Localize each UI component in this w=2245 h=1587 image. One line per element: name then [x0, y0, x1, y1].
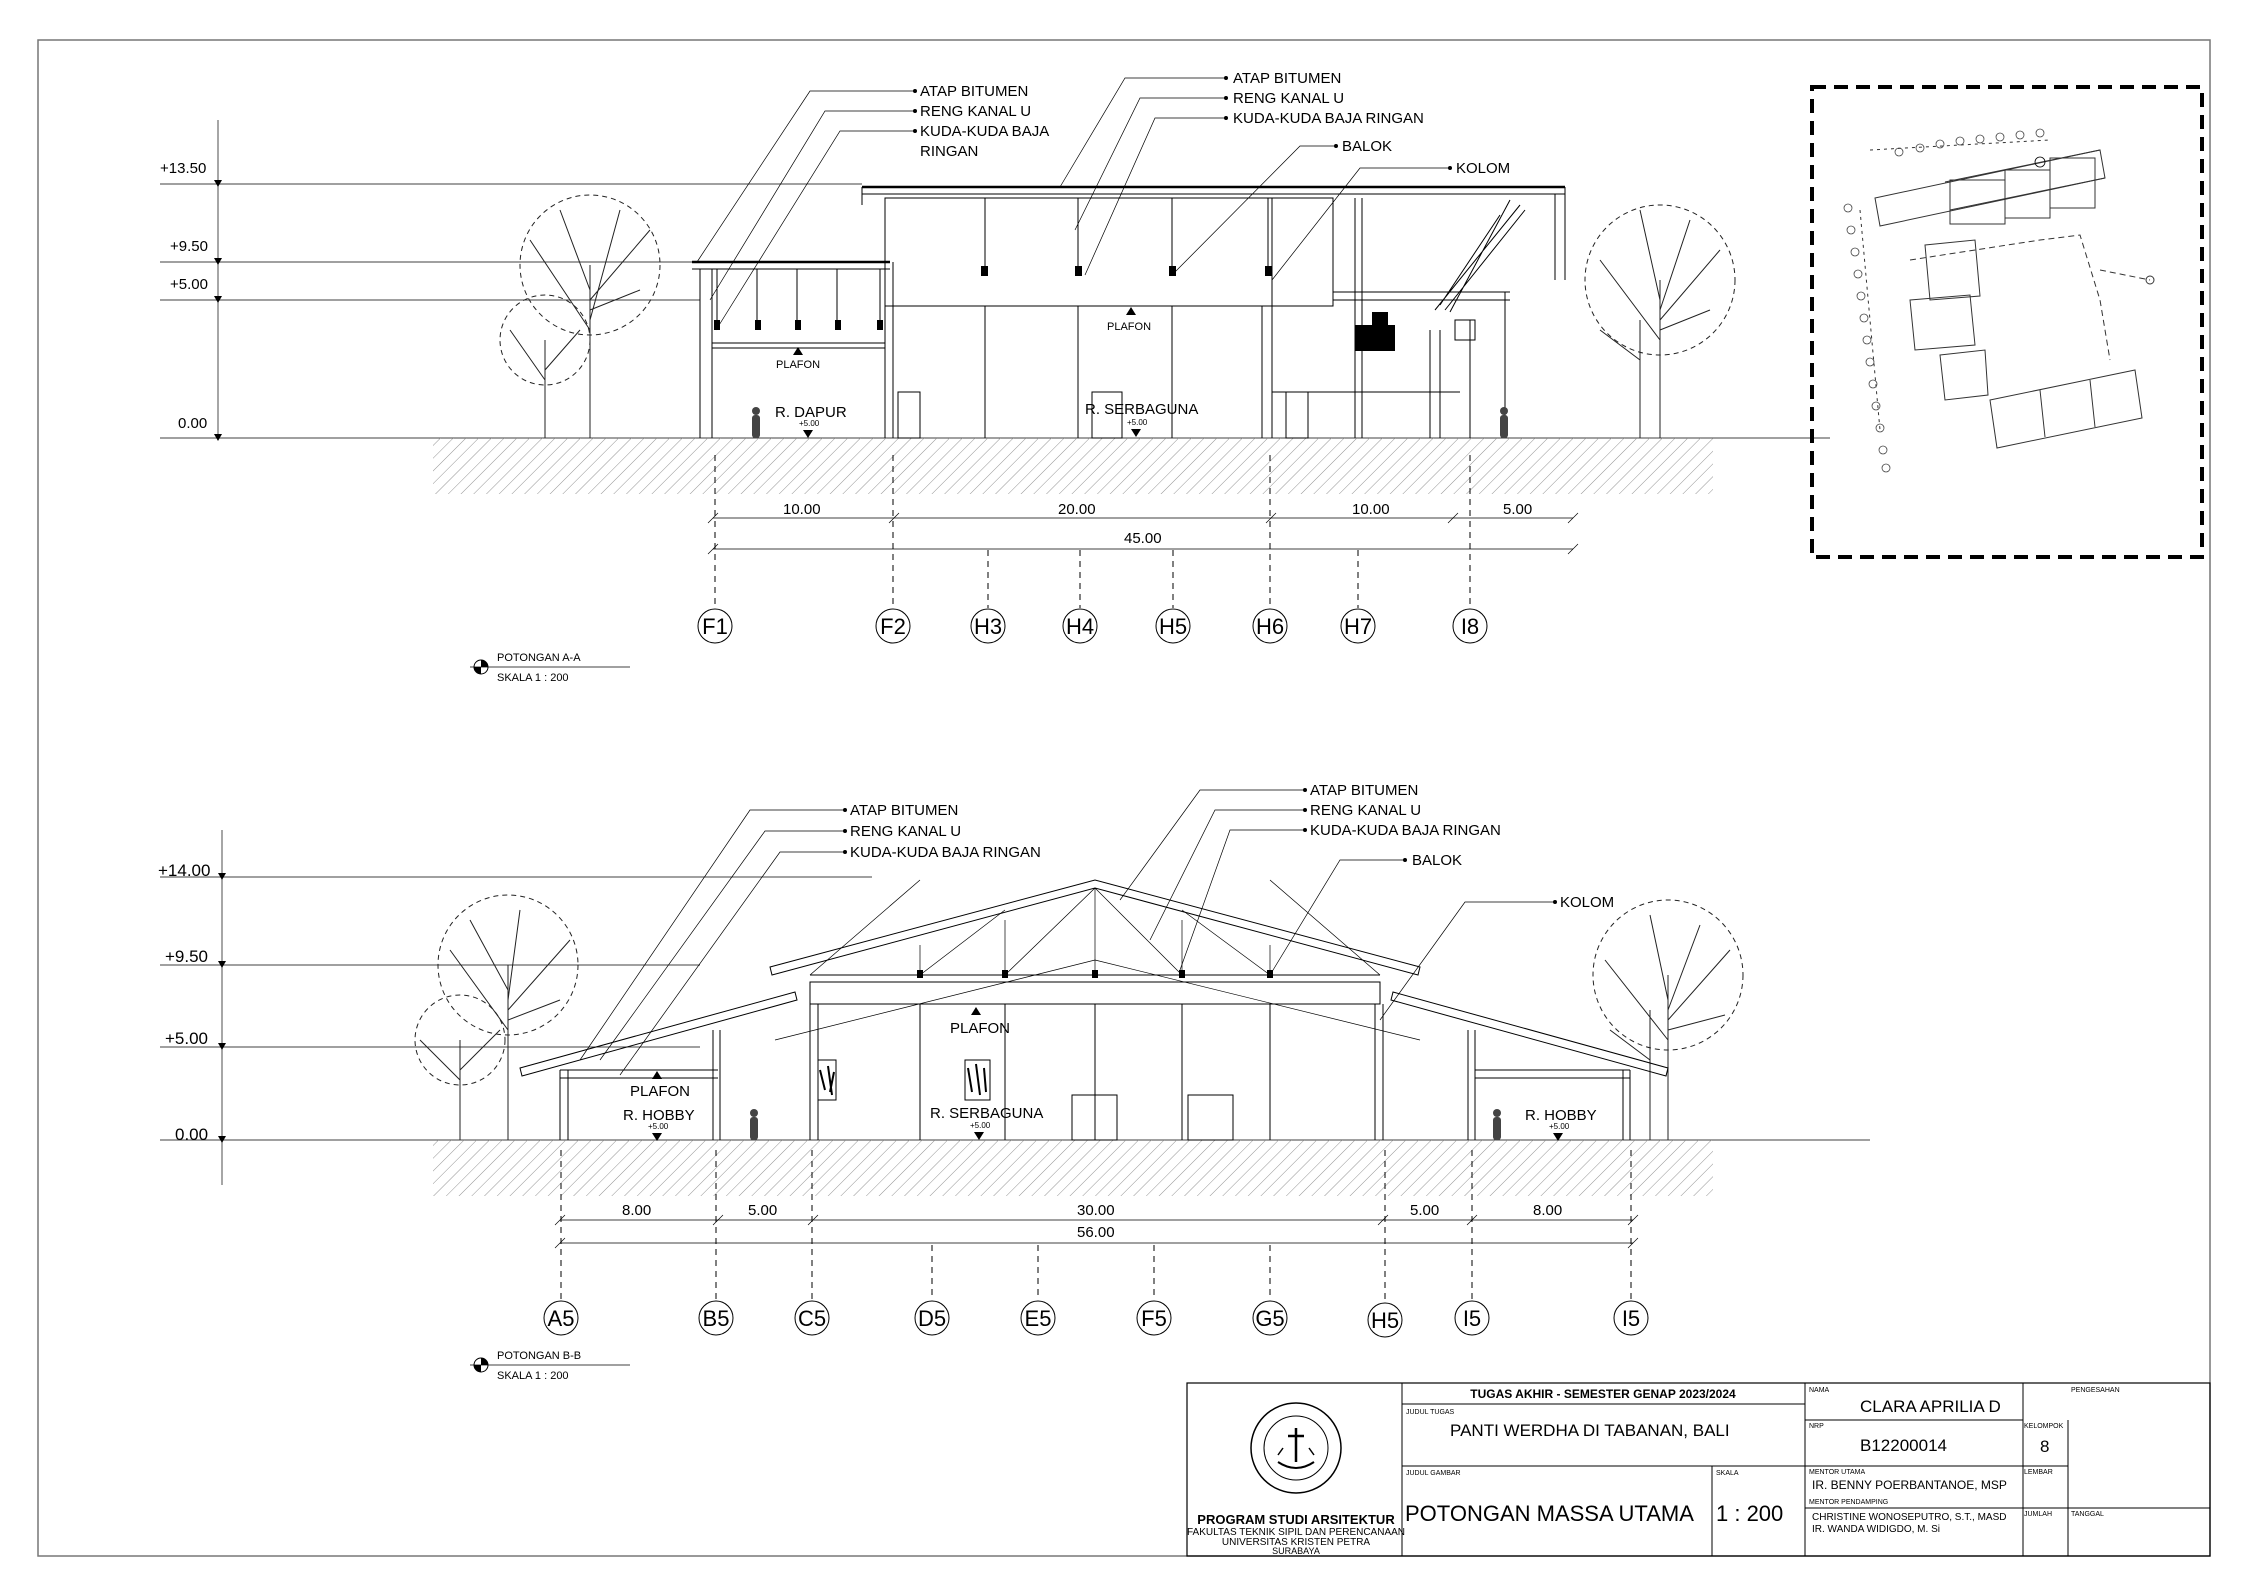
section-a-dim-2: 20.00 — [1058, 501, 1096, 518]
section-a-grid-label-3: H3 — [973, 614, 1003, 639]
section-a-grid-label-6: H6 — [1255, 614, 1285, 639]
section-a-grid-label-1: F1 — [702, 614, 728, 639]
section-a-plafon-left: PLAFON — [776, 359, 821, 371]
section-a-level-3: +5.00 — [170, 276, 208, 293]
section-b-room-hobby-left-level: +5.00 — [648, 1122, 669, 1131]
section-b-grid-label-9: I5 — [1462, 1306, 1482, 1331]
section-b-grid-bubble-4 — [915, 1301, 949, 1335]
section-b-callout-left-2: RENG KANAL U — [850, 823, 962, 840]
section-a-dim-3: 10.00 — [1352, 501, 1390, 518]
section-b-callout-right-5: KOLOM — [1560, 894, 1615, 911]
section-a-room-serbaguna-level: +5.00 — [1127, 418, 1148, 427]
section-b-grid-bubble-3 — [795, 1301, 829, 1335]
mentor-pendamping-1: CHRISTINE WONOSEPUTRO, S.T., MASD — [1812, 1512, 2007, 1523]
section-b-grid-bubble-7 — [1253, 1301, 1287, 1335]
section-b-room-serbaguna: R. SERBAGUNA — [930, 1105, 1044, 1122]
pengesahan-label: PENGESAHAN — [2071, 1387, 2120, 1394]
section-a-callout-left-3: KUDA-KUDA BAJA — [920, 123, 1050, 140]
section-a-room-dapur: R. DAPUR — [775, 404, 847, 421]
section-a-tree-left — [500, 195, 660, 438]
title-block — [1187, 1383, 2210, 1556]
section-b-grid-bubble-9 — [1455, 1301, 1489, 1335]
section-a-grid-bubble-5 — [1156, 609, 1190, 643]
section-a-grid-label-5: H5 — [1158, 614, 1188, 639]
section-b-grid-bubble-5 — [1021, 1301, 1055, 1335]
section-b-level-lines — [160, 830, 1870, 1185]
section-b-plafon-left: PLAFON — [630, 1083, 691, 1100]
section-a-dim-total: 45.00 — [1124, 530, 1162, 547]
section-b-level-4: 0.00 — [175, 1125, 209, 1144]
university-logo — [1251, 1403, 1341, 1493]
section-b-dim-5: 8.00 — [1533, 1202, 1563, 1219]
section-a-building-main — [862, 187, 1565, 438]
section-a-dim-4: 5.00 — [1503, 501, 1533, 518]
section-a-callout-right-2: RENG KANAL U — [1233, 90, 1345, 107]
section-a-callout-left-1: ATAP BITUMEN — [920, 83, 1029, 100]
section-a-callout-right-3: KUDA-KUDA BAJA RINGAN — [1233, 110, 1424, 127]
section-b-room-hobby-right-level: +5.00 — [1549, 1122, 1570, 1131]
section-a-ground — [433, 438, 1713, 494]
section-a-level-4: 0.00 — [178, 415, 208, 432]
section-a-grid-bubble-7 — [1341, 609, 1375, 643]
skala-value: 1 : 200 — [1716, 1501, 1784, 1526]
city-name: SURABAYA — [1272, 1546, 1320, 1556]
mentor-utama: IR. BENNY POERBANTANOE, MSP — [1812, 1478, 2007, 1492]
section-b-grid-label-7: G5 — [1255, 1306, 1285, 1331]
judul-tugas: PANTI WERDHA DI TABANAN, BALI — [1450, 1421, 1730, 1440]
judul-tugas-label: JUDUL TUGAS — [1406, 1409, 1455, 1416]
kelompok-label: KELOMPOK — [2024, 1423, 2064, 1430]
nrp-value: B12200014 — [1860, 1436, 1947, 1455]
section-b-callout-left-1: ATAP BITUMEN — [850, 802, 959, 819]
lembar-label: LEMBAR — [2024, 1469, 2053, 1476]
section-b-grid-bubble-8 — [1368, 1303, 1402, 1337]
section-b-level-3: +5.00 — [165, 1029, 209, 1048]
section-a-grid-label-8: I8 — [1460, 614, 1480, 639]
section-a-level-lines — [160, 120, 1830, 441]
section-a-room-dapur-level: +5.00 — [799, 419, 820, 428]
section-b-grid-label-1: A5 — [547, 1306, 575, 1331]
section-a-grid-bubble-2 — [876, 609, 910, 643]
student-name: CLARA APRILIA D — [1860, 1397, 2001, 1416]
nrp-label: NRP — [1809, 1423, 1824, 1430]
section-a-grid-bubble-1 — [698, 609, 732, 643]
section-a-grid-bubble-6 — [1253, 609, 1287, 643]
sheet-border — [38, 40, 2210, 1556]
section-b-grid-label-5: E5 — [1024, 1306, 1052, 1331]
section-a-grid-label-4: H4 — [1065, 614, 1095, 639]
section-a-level-1: +13.50 — [160, 160, 207, 177]
section-b-title: POTONGAN B-B — [497, 1350, 582, 1362]
section-a-level-2: +9.50 — [170, 238, 208, 255]
key-plan-drawing — [1860, 140, 2154, 448]
faculty-name: FAKULTAS TEKNIK SIPIL DAN PERENCANAAN — [1186, 1527, 1406, 1538]
section-b-scale: SKALA 1 : 200 — [497, 1370, 569, 1382]
section-b-grid-label-2: B5 — [702, 1306, 730, 1331]
section-a-callout-left-2: RENG KANAL U — [920, 103, 1032, 120]
section-b-dim-1: 8.00 — [622, 1202, 652, 1219]
section-b-callout-right-1: ATAP BITUMEN — [1310, 782, 1419, 799]
section-a-room-serbaguna: R. SERBAGUNA — [1085, 401, 1199, 418]
mentor-pendamping-label: MENTOR PENDAMPING — [1809, 1499, 1889, 1506]
section-b-ground — [433, 1140, 1713, 1196]
judul-gambar-label: JUDUL GAMBAR — [1406, 1470, 1461, 1477]
section-b-grid-bubble-6 — [1137, 1301, 1171, 1335]
university-name: UNIVERSITAS KRISTEN PETRA — [1221, 1537, 1371, 1548]
section-b-room-hobby-right: R. HOBBY — [1525, 1107, 1597, 1124]
tanggal-label: TANGGAL — [2071, 1511, 2104, 1518]
section-a-grid-bubble-3 — [971, 609, 1005, 643]
section-b-dim-4: 5.00 — [1410, 1202, 1440, 1219]
section-a-grid-bubble-8 — [1453, 609, 1487, 643]
section-a-plafon-main: PLAFON — [1107, 321, 1152, 333]
key-plan-bubbles — [1844, 129, 2045, 472]
section-a-callout-left-4: RINGAN — [920, 143, 979, 160]
section-b-dim-3: 30.00 — [1077, 1202, 1115, 1219]
skala-label: SKALA — [1716, 1470, 1739, 1477]
judul-gambar: POTONGAN MASSA UTAMA — [1405, 1501, 1694, 1526]
section-b-callout-left-3: KUDA-KUDA BAJA RINGAN — [850, 844, 1041, 861]
section-b-building-main — [770, 880, 1420, 1140]
section-a-drawing — [160, 70, 1830, 684]
section-a-callout-right-5: KOLOM — [1456, 160, 1511, 177]
key-plan — [1812, 87, 2202, 557]
section-b-grid-bubble-10 — [1614, 1301, 1648, 1335]
section-b-tree-right — [1593, 900, 1743, 1140]
jumlah-label: JUMLAH — [2024, 1511, 2053, 1518]
section-a-leaders-left — [697, 89, 917, 330]
section-b-level-2: +9.50 — [165, 947, 209, 966]
section-b-grid-label-8: H5 — [1370, 1308, 1400, 1333]
section-b-grid-label-3: C5 — [797, 1306, 827, 1331]
section-a-callout-right-1: ATAP BITUMEN — [1233, 70, 1342, 87]
kelompok-value: 8 — [2040, 1437, 2050, 1456]
section-b-drawing — [158, 782, 1870, 1382]
section-a-dim-1: 10.00 — [783, 501, 821, 518]
section-b-callout-right-2: RENG KANAL U — [1310, 802, 1422, 819]
section-a-grid-label-7: H7 — [1343, 614, 1373, 639]
section-b-room-serbaguna-level: +5.00 — [970, 1121, 991, 1130]
section-a-grid-bubble-4 — [1063, 609, 1097, 643]
section-a-tree-right — [1585, 205, 1735, 438]
section-a-scale: SKALA 1 : 200 — [497, 672, 569, 684]
course-title: TUGAS AKHIR - SEMESTER GENAP 2023/2024 — [1470, 1387, 1736, 1401]
section-b-level-1: +14.00 — [158, 861, 211, 880]
section-b-callout-right-3: KUDA-KUDA BAJA RINGAN — [1310, 822, 1501, 839]
section-b-grid-label-6: F5 — [1141, 1306, 1167, 1331]
nama-label: NAMA — [1809, 1387, 1830, 1394]
program-name: PROGRAM STUDI ARSITEKTUR — [1197, 1512, 1395, 1527]
mentor-pendamping-2: IR. WANDA WIDIGDO, M. Si — [1812, 1524, 1940, 1535]
section-b-grid-label-10: I5 — [1621, 1306, 1641, 1331]
mentor-utama-label: MENTOR UTAMA — [1809, 1469, 1866, 1476]
section-b-room-hobby-left: R. HOBBY — [623, 1107, 695, 1124]
section-a-grid-label-2: F2 — [880, 614, 906, 639]
section-a-title: POTONGAN A-A — [497, 652, 581, 664]
section-b-people — [750, 1109, 1501, 1140]
section-b-plafon-main: PLAFON — [950, 1020, 1011, 1037]
section-b-tree-left — [415, 895, 578, 1140]
section-b-callout-right-4: BALOK — [1412, 852, 1463, 869]
section-b-grid-label-4: D5 — [917, 1306, 947, 1331]
section-b-dim-2: 5.00 — [748, 1202, 778, 1219]
section-b-grid-bubble-1 — [544, 1301, 578, 1335]
section-b-dim-total: 56.00 — [1077, 1224, 1115, 1241]
section-b-grid-bubble-2 — [699, 1301, 733, 1335]
section-a-callout-right-4: BALOK — [1342, 138, 1393, 155]
